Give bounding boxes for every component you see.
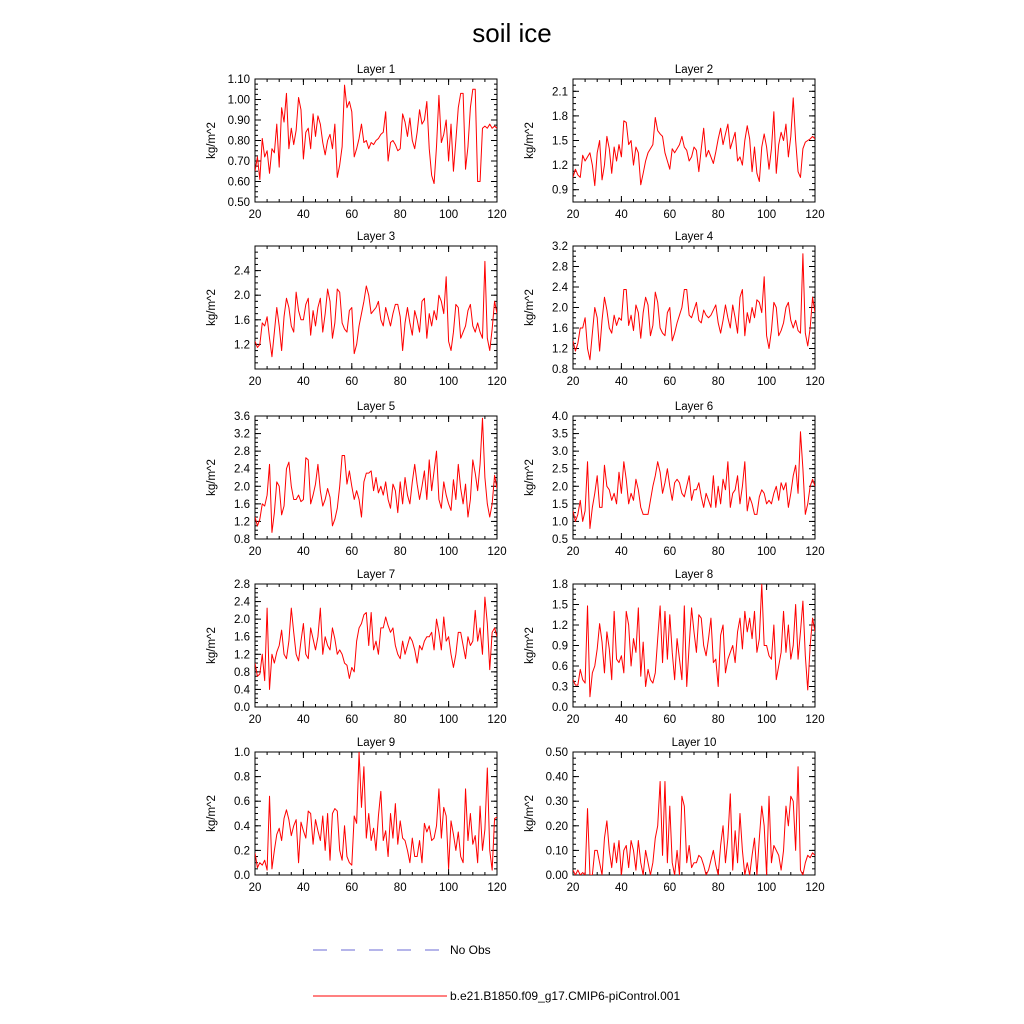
y-tick-label: 0.60 bbox=[227, 176, 250, 189]
x-tick-label: 80 bbox=[393, 882, 407, 894]
x-tick-label: 120 bbox=[487, 209, 507, 221]
x-tick-label: 20 bbox=[248, 546, 262, 558]
x-tick-label: 80 bbox=[393, 546, 407, 558]
y-tick-label: 2.4 bbox=[234, 596, 250, 609]
x-tick-label: 80 bbox=[711, 209, 725, 221]
y-tick-label: 0.6 bbox=[234, 796, 250, 809]
x-tick-label: 80 bbox=[711, 714, 725, 726]
panel-layer-2 bbox=[524, 64, 825, 221]
x-tick-label: 120 bbox=[487, 376, 507, 388]
x-tick-label: 20 bbox=[248, 882, 262, 894]
y-tick-label: 2.4 bbox=[234, 265, 250, 278]
y-tick-label: 2.4 bbox=[552, 282, 568, 294]
x-tick-label: 100 bbox=[439, 714, 459, 726]
x-tick-label: 60 bbox=[345, 546, 359, 558]
y-tick-label: 0.4 bbox=[234, 820, 250, 833]
y-tick-label: 3.2 bbox=[552, 241, 568, 253]
y-axis-label: kg/m^2 bbox=[206, 122, 218, 159]
y-axis-label: kg/m^2 bbox=[206, 289, 218, 326]
y-tick-label: 1.8 bbox=[552, 579, 568, 591]
y-tick-label: 1.00 bbox=[227, 94, 250, 107]
x-tick-label: 60 bbox=[663, 546, 677, 558]
y-tick-label: 1.2 bbox=[234, 516, 250, 529]
x-tick-label: 80 bbox=[393, 376, 407, 388]
series-line bbox=[255, 85, 497, 183]
y-tick-label: 2.8 bbox=[234, 579, 250, 591]
y-axis-label: kg/m^2 bbox=[206, 627, 218, 664]
x-tick-label: 60 bbox=[345, 376, 359, 388]
y-tick-label: 1.6 bbox=[234, 498, 250, 511]
x-tick-label: 40 bbox=[615, 546, 628, 558]
panel-title: Layer 3 bbox=[356, 231, 396, 243]
x-tick-label: 100 bbox=[439, 376, 459, 388]
y-tick-label: 1.2 bbox=[552, 160, 568, 173]
x-tick-label: 40 bbox=[297, 882, 310, 894]
x-tick-label: 120 bbox=[805, 714, 825, 726]
x-tick-label: 60 bbox=[663, 376, 677, 388]
x-tick-label: 60 bbox=[345, 714, 359, 726]
y-tick-label: 2.1 bbox=[552, 86, 568, 99]
panel-title: Layer 10 bbox=[671, 737, 717, 749]
y-tick-label: 2.0 bbox=[552, 302, 568, 315]
series-line bbox=[573, 432, 815, 529]
panel-layer-10 bbox=[524, 737, 825, 894]
x-tick-label: 40 bbox=[615, 882, 628, 894]
y-tick-label: 2.8 bbox=[234, 446, 250, 459]
y-tick-label: 0.40 bbox=[545, 771, 568, 784]
x-tick-label: 20 bbox=[566, 209, 580, 221]
panel-title: Layer 5 bbox=[356, 401, 396, 413]
y-tick-label: 1.10 bbox=[227, 74, 250, 86]
y-tick-label: 0.80 bbox=[227, 135, 250, 148]
y-tick-label: 2.8 bbox=[552, 261, 568, 274]
x-tick-label: 60 bbox=[345, 209, 359, 221]
plot-frame bbox=[573, 79, 815, 202]
y-tick-label: 0.90 bbox=[227, 115, 250, 127]
panel-grid bbox=[206, 64, 825, 894]
x-tick-label: 60 bbox=[663, 714, 677, 726]
plot-frame bbox=[573, 416, 815, 539]
x-tick-label: 100 bbox=[757, 882, 777, 894]
y-axis-label: kg/m^2 bbox=[524, 459, 536, 496]
plot-frame bbox=[573, 246, 815, 369]
y-tick-label: 1.2 bbox=[234, 649, 250, 662]
x-tick-label: 40 bbox=[297, 376, 310, 388]
y-axis-label: kg/m^2 bbox=[524, 289, 536, 326]
panel-title: Layer 9 bbox=[356, 737, 396, 749]
x-tick-label: 100 bbox=[757, 546, 777, 558]
y-tick-label: 1.5 bbox=[552, 599, 568, 612]
x-tick-label: 80 bbox=[393, 714, 407, 726]
series-line bbox=[573, 584, 815, 697]
plot-frame bbox=[255, 584, 497, 707]
y-tick-label: 0.8 bbox=[234, 666, 250, 679]
series-line bbox=[573, 767, 815, 875]
x-tick-label: 120 bbox=[805, 546, 825, 558]
x-tick-label: 80 bbox=[711, 882, 725, 894]
y-tick-label: 0.20 bbox=[545, 820, 568, 833]
y-tick-label: 0.4 bbox=[234, 684, 250, 697]
y-tick-label: 1.0 bbox=[552, 516, 568, 529]
x-tick-label: 20 bbox=[566, 546, 580, 558]
y-axis-label: kg/m^2 bbox=[206, 795, 218, 832]
x-tick-label: 20 bbox=[248, 376, 262, 388]
x-tick-label: 120 bbox=[487, 882, 507, 894]
x-tick-label: 120 bbox=[487, 546, 507, 558]
y-tick-label: 1.2 bbox=[552, 620, 568, 632]
y-tick-label: 3.6 bbox=[234, 411, 250, 423]
panel-layer-6 bbox=[524, 401, 825, 558]
legend bbox=[313, 943, 680, 1003]
y-tick-label: 1.2 bbox=[234, 339, 250, 352]
y-axis-label: kg/m^2 bbox=[206, 459, 218, 496]
y-tick-label: 0.0 bbox=[552, 702, 568, 714]
y-tick-label: 0.9 bbox=[552, 640, 568, 653]
x-tick-label: 80 bbox=[711, 376, 725, 388]
y-tick-label: 0.00 bbox=[545, 870, 568, 882]
y-tick-label: 0.10 bbox=[545, 845, 568, 858]
x-tick-label: 100 bbox=[757, 714, 777, 726]
x-tick-label: 20 bbox=[566, 882, 580, 894]
chart-title: soil ice bbox=[472, 18, 552, 48]
x-tick-label: 100 bbox=[757, 376, 777, 388]
y-tick-label: 2.4 bbox=[234, 463, 250, 476]
series-line bbox=[255, 597, 497, 689]
legend-model-label: b.e21.B1850.f09_g17.CMIP6-piControl.001 bbox=[450, 989, 681, 1003]
y-tick-label: 0.50 bbox=[227, 197, 250, 209]
series-line bbox=[255, 261, 497, 356]
series-line bbox=[573, 98, 815, 186]
x-tick-label: 40 bbox=[297, 546, 310, 558]
x-tick-label: 80 bbox=[711, 546, 725, 558]
y-tick-label: 2.0 bbox=[234, 614, 250, 627]
panel-layer-8 bbox=[524, 569, 825, 726]
y-tick-label: 1.6 bbox=[552, 323, 568, 335]
y-tick-label: 1.8 bbox=[552, 110, 568, 123]
x-tick-label: 60 bbox=[345, 882, 359, 894]
x-tick-label: 40 bbox=[615, 376, 628, 388]
x-tick-label: 100 bbox=[757, 209, 777, 221]
x-tick-label: 20 bbox=[248, 209, 262, 221]
series-line bbox=[255, 752, 497, 870]
panel-layer-9 bbox=[206, 737, 507, 894]
x-tick-label: 60 bbox=[663, 882, 677, 894]
y-tick-label: 1.5 bbox=[552, 135, 568, 148]
y-tick-label: 2.0 bbox=[234, 481, 250, 494]
series-line bbox=[573, 254, 815, 360]
y-tick-label: 3.0 bbox=[552, 446, 568, 459]
x-tick-label: 40 bbox=[297, 714, 310, 726]
x-tick-label: 100 bbox=[439, 882, 459, 894]
y-tick-label: 1.5 bbox=[552, 498, 568, 511]
x-tick-label: 120 bbox=[805, 209, 825, 221]
series-line bbox=[255, 418, 497, 532]
x-tick-label: 60 bbox=[663, 209, 677, 221]
y-tick-label: 0.8 bbox=[552, 364, 568, 376]
y-tick-label: 3.5 bbox=[552, 428, 568, 441]
y-tick-label: 0.70 bbox=[227, 156, 250, 168]
x-tick-label: 40 bbox=[615, 714, 628, 726]
y-tick-label: 2.0 bbox=[234, 290, 250, 303]
y-tick-label: 1.6 bbox=[234, 314, 250, 327]
panel-layer-5 bbox=[206, 401, 507, 558]
x-tick-label: 40 bbox=[297, 209, 310, 221]
x-tick-label: 20 bbox=[248, 714, 262, 726]
y-tick-label: 1.2 bbox=[552, 343, 568, 356]
x-tick-label: 120 bbox=[487, 714, 507, 726]
panel-layer-4 bbox=[524, 231, 825, 388]
x-tick-label: 120 bbox=[805, 376, 825, 388]
y-tick-label: 0.5 bbox=[552, 534, 568, 546]
y-axis-label: kg/m^2 bbox=[524, 122, 536, 159]
x-tick-label: 100 bbox=[439, 209, 459, 221]
y-tick-label: 0.0 bbox=[234, 702, 250, 714]
panel-layer-3 bbox=[206, 231, 507, 388]
panel-title: Layer 7 bbox=[356, 569, 396, 581]
panel-title: Layer 2 bbox=[674, 64, 714, 76]
y-tick-label: 0.9 bbox=[552, 184, 568, 197]
y-tick-label: 3.2 bbox=[234, 428, 250, 441]
legend-no-obs-label: No Obs bbox=[450, 943, 491, 957]
panel-title: Layer 1 bbox=[356, 64, 396, 76]
x-tick-label: 40 bbox=[615, 209, 628, 221]
y-tick-label: 0.3 bbox=[552, 681, 568, 694]
y-tick-label: 0.8 bbox=[234, 534, 250, 546]
y-tick-label: 2.5 bbox=[552, 463, 568, 476]
y-axis-label: kg/m^2 bbox=[524, 627, 536, 664]
y-tick-label: 1.0 bbox=[234, 747, 250, 759]
x-tick-label: 20 bbox=[566, 714, 580, 726]
y-tick-label: 2.0 bbox=[552, 481, 568, 494]
panel-title: Layer 4 bbox=[674, 231, 714, 243]
panel-title: Layer 6 bbox=[674, 401, 714, 413]
x-tick-label: 80 bbox=[393, 209, 407, 221]
x-tick-label: 20 bbox=[566, 376, 580, 388]
panel-layer-1 bbox=[206, 64, 507, 221]
x-tick-label: 100 bbox=[439, 546, 459, 558]
y-tick-label: 0.30 bbox=[545, 796, 568, 809]
y-tick-label: 0.6 bbox=[552, 661, 568, 673]
y-tick-label: 0.2 bbox=[234, 845, 250, 858]
y-tick-label: 1.6 bbox=[234, 631, 250, 644]
x-tick-label: 120 bbox=[805, 882, 825, 894]
y-tick-label: 0.8 bbox=[234, 771, 250, 784]
y-tick-label: 0.0 bbox=[234, 870, 250, 882]
panel-layer-7 bbox=[206, 569, 507, 726]
y-tick-label: 0.50 bbox=[545, 747, 568, 759]
panel-title: Layer 8 bbox=[674, 569, 714, 581]
y-tick-label: 4.0 bbox=[552, 411, 568, 423]
y-axis-label: kg/m^2 bbox=[524, 795, 536, 832]
